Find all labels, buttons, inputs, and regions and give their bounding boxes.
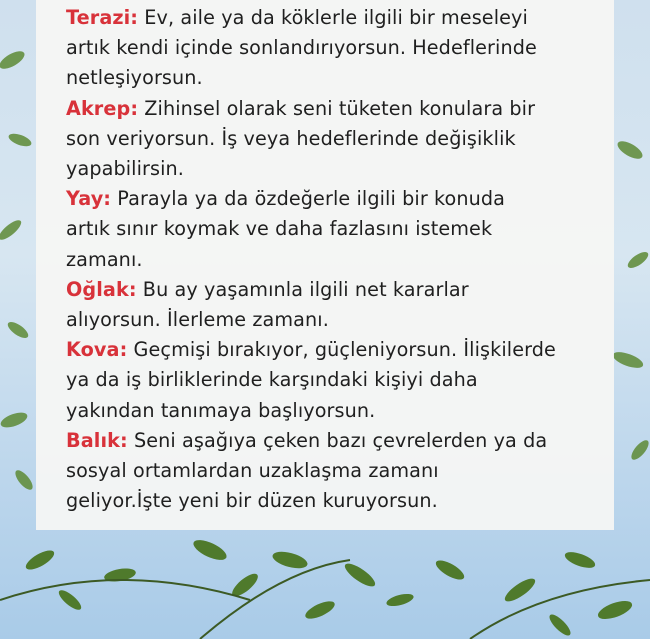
entry-text: Parayla ya da özdeğerle ilgili bir konuda artık sınır koymak ve daha fazlasını istemek zamanı.	[66, 187, 506, 271]
entry-text: Seni aşağıya çeken bazı çevrelerden ya da sosyal ortamlardan uzaklaşma zamanı geliyor.İşte yeni bir düzen kuruyorsun.	[66, 428, 548, 513]
entry-text: Geçmişi bırakıyor, güçleniyorsun. İlişkilerde ya da iş birliklerinde karşındaki kişiyi daha yakından tanımaya başlıyorsun.	[66, 338, 556, 422]
entry-balik	[66, 426, 606, 517]
entry-akrep	[66, 94, 606, 185]
entry-text: Ev, aile ya da köklerle ilgili bir meseleyi artık kendi içinde sonlandırıyorsun. Hedeflerinde netleşiyorsun.	[66, 6, 537, 90]
entry-kova	[66, 335, 606, 426]
sign-label: Balık:	[66, 428, 128, 452]
sign-label: Terazi:	[66, 6, 139, 29]
entry-terazi	[66, 3, 606, 94]
entry-text: Bu ay yaşamınla ilgili net kararlar alıyorsun. İlerleme zamanı.	[66, 277, 469, 332]
entry-oglak	[66, 275, 606, 335]
horoscope-text	[66, 3, 606, 516]
sign-label: Yay:	[66, 187, 112, 211]
sign-label: Kova:	[66, 338, 128, 362]
entry-text: Zihinsel olarak seni tüketen konulara bir son veriyorsun. İş veya hedeflerinde değişiklik yapabilirsin.	[66, 96, 536, 181]
entry-yay	[66, 184, 606, 275]
sign-label: Oğlak:	[66, 277, 137, 301]
sign-label: Akrep:	[66, 96, 139, 120]
